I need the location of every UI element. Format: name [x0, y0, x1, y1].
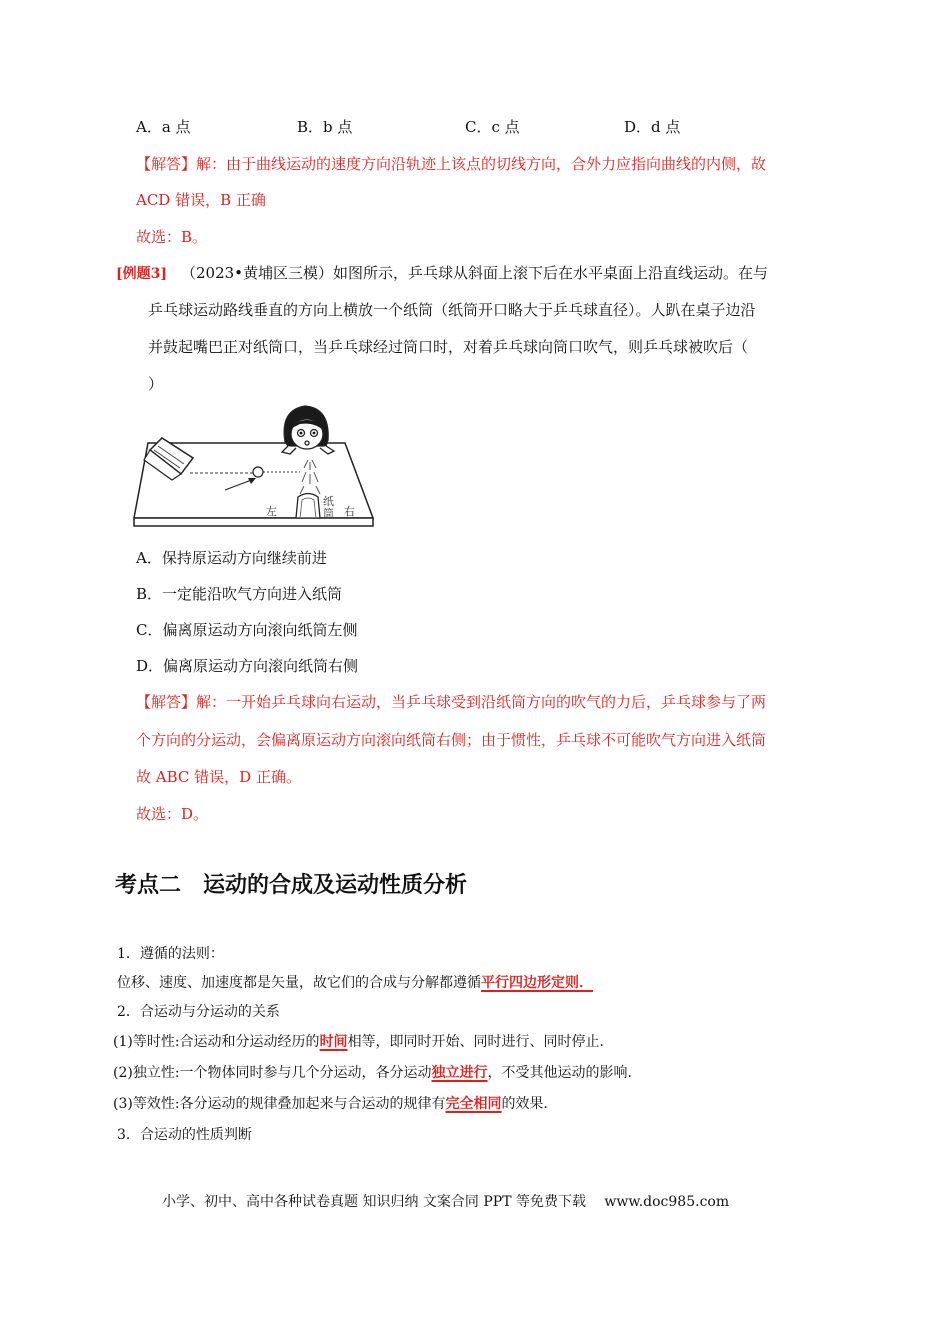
section-point-2-post: ，不受其他运动的影响．	[487, 1065, 642, 1081]
answer-2-choice: 故选：D。	[136, 805, 209, 823]
example-3-text: （2023•黄埔区三模）如图所示，乒乓球从斜面上滚下后在水平桌面上沿直线运动。在与	[181, 264, 769, 282]
figure-label-paper: 纸	[323, 495, 334, 508]
person	[282, 406, 334, 454]
example-3-line-4: ）	[148, 375, 164, 393]
answer-tag: 【解答】	[136, 155, 197, 173]
section-paragraph-1-text: 位移、速度、加速度都是矢量，故它们的合成与分解都遵循	[117, 975, 481, 991]
example-3-option-c: C．偏离原运动方向滚向纸筒左侧	[136, 621, 358, 639]
key-term-parallelogram: 平行四边形定则．	[481, 975, 593, 991]
ping-pong-ball	[253, 467, 263, 477]
section-point-1-post: 相等，即同时开始、同时进行、同时停止．	[347, 1034, 614, 1050]
page-footer: 小学、初中、高中各种试卷真题 知识归纳 文案合同 PPT 等免费下载 www.doc985.com	[162, 1194, 730, 1210]
answer-2-text: 解：一开始乒乓球向右运动，当乒乓球受到沿纸筒方向的吹气的力后，乒乓球参与了两	[196, 693, 767, 711]
section-paragraph-1	[117, 972, 593, 992]
example-3-option-d: D．偏离原运动方向滚向纸筒右侧	[136, 657, 359, 675]
section-point-1-pre: (1)等时性:合运动和分运动经历的	[113, 1034, 320, 1050]
section-item-3: 3．合运动的性质判断	[117, 1127, 252, 1143]
section-item-1: 1．遵循的法则：	[117, 946, 224, 962]
option-c: C．c 点	[465, 118, 520, 136]
section-point-2	[113, 1062, 642, 1082]
figure-label-right: 右	[344, 505, 355, 518]
example-3-option-a: A．保持原运动方向继续前进	[136, 549, 327, 567]
answer-2-line-2: 个方向的分运动，会偏离原运动方向滚向纸筒右侧；由于惯性，乒乓球不可能吹气方向进入纸筒	[136, 731, 767, 749]
option-d: D．d 点	[624, 118, 681, 136]
section-item-2: 2．合运动与分运动的关系	[117, 1004, 280, 1020]
section-point-3	[113, 1093, 558, 1113]
answer-1-choice: 故选：B。	[136, 228, 208, 246]
example-3-line-1	[116, 262, 768, 285]
key-term-identical: 完全相同	[445, 1096, 502, 1112]
paper-tube	[296, 494, 320, 519]
option-a: A．a 点	[136, 118, 191, 136]
example-tag: [例题3]	[116, 266, 167, 282]
section-heading: 考点二 运动的合成及运动性质分析	[115, 873, 468, 898]
table-edge	[134, 518, 373, 526]
figure-label-paper-tube	[323, 496, 335, 520]
section-point-3-post: 的效果．	[501, 1096, 558, 1112]
answer-1-line-2: ACD 错误，B 正确	[136, 191, 266, 209]
section-point-3-pre: (3)等效性:各分运动的规律叠加起来与合运动的规律有	[113, 1096, 446, 1112]
ping-pong-figure	[130, 400, 380, 530]
example-3-option-b: B．一定能沿吹气方向进入纸筒	[136, 585, 343, 603]
answer-2-line-3: 故 ABC 错误，D 正确。	[136, 768, 301, 786]
answer-1-line-1	[136, 153, 766, 175]
key-term-independent: 独立进行	[431, 1065, 488, 1081]
section-point-1	[113, 1031, 614, 1051]
option-b: B．b 点	[297, 118, 353, 136]
example-3-line-2: 乒乓球运动路线垂直的方向上横放一个纸筒（纸筒开口略大于乒乓球直径）。人趴在桌子边沿	[148, 301, 756, 319]
figure-label-left: 左	[266, 505, 277, 518]
example-3-line-3: 并鼓起嘴巴正对纸筒口，当乒乓球经过筒口时，对着乒乓球向筒口吹气，则乒乓球被吹后（	[148, 338, 749, 356]
answer-2-tag: 【解答】	[136, 693, 197, 711]
section-point-2-pre: (2)独立性:一个物体同时参与几个分运动，各分运动	[113, 1065, 432, 1081]
answer-2-line-1	[136, 691, 766, 713]
key-term-time: 时间	[319, 1034, 348, 1050]
answer-text: 解：由于曲线运动的速度方向沿轨迹上该点的切线方向，合外力应指向曲线的内侧，故	[196, 155, 767, 173]
figure-label-tube: 筒	[323, 507, 334, 520]
